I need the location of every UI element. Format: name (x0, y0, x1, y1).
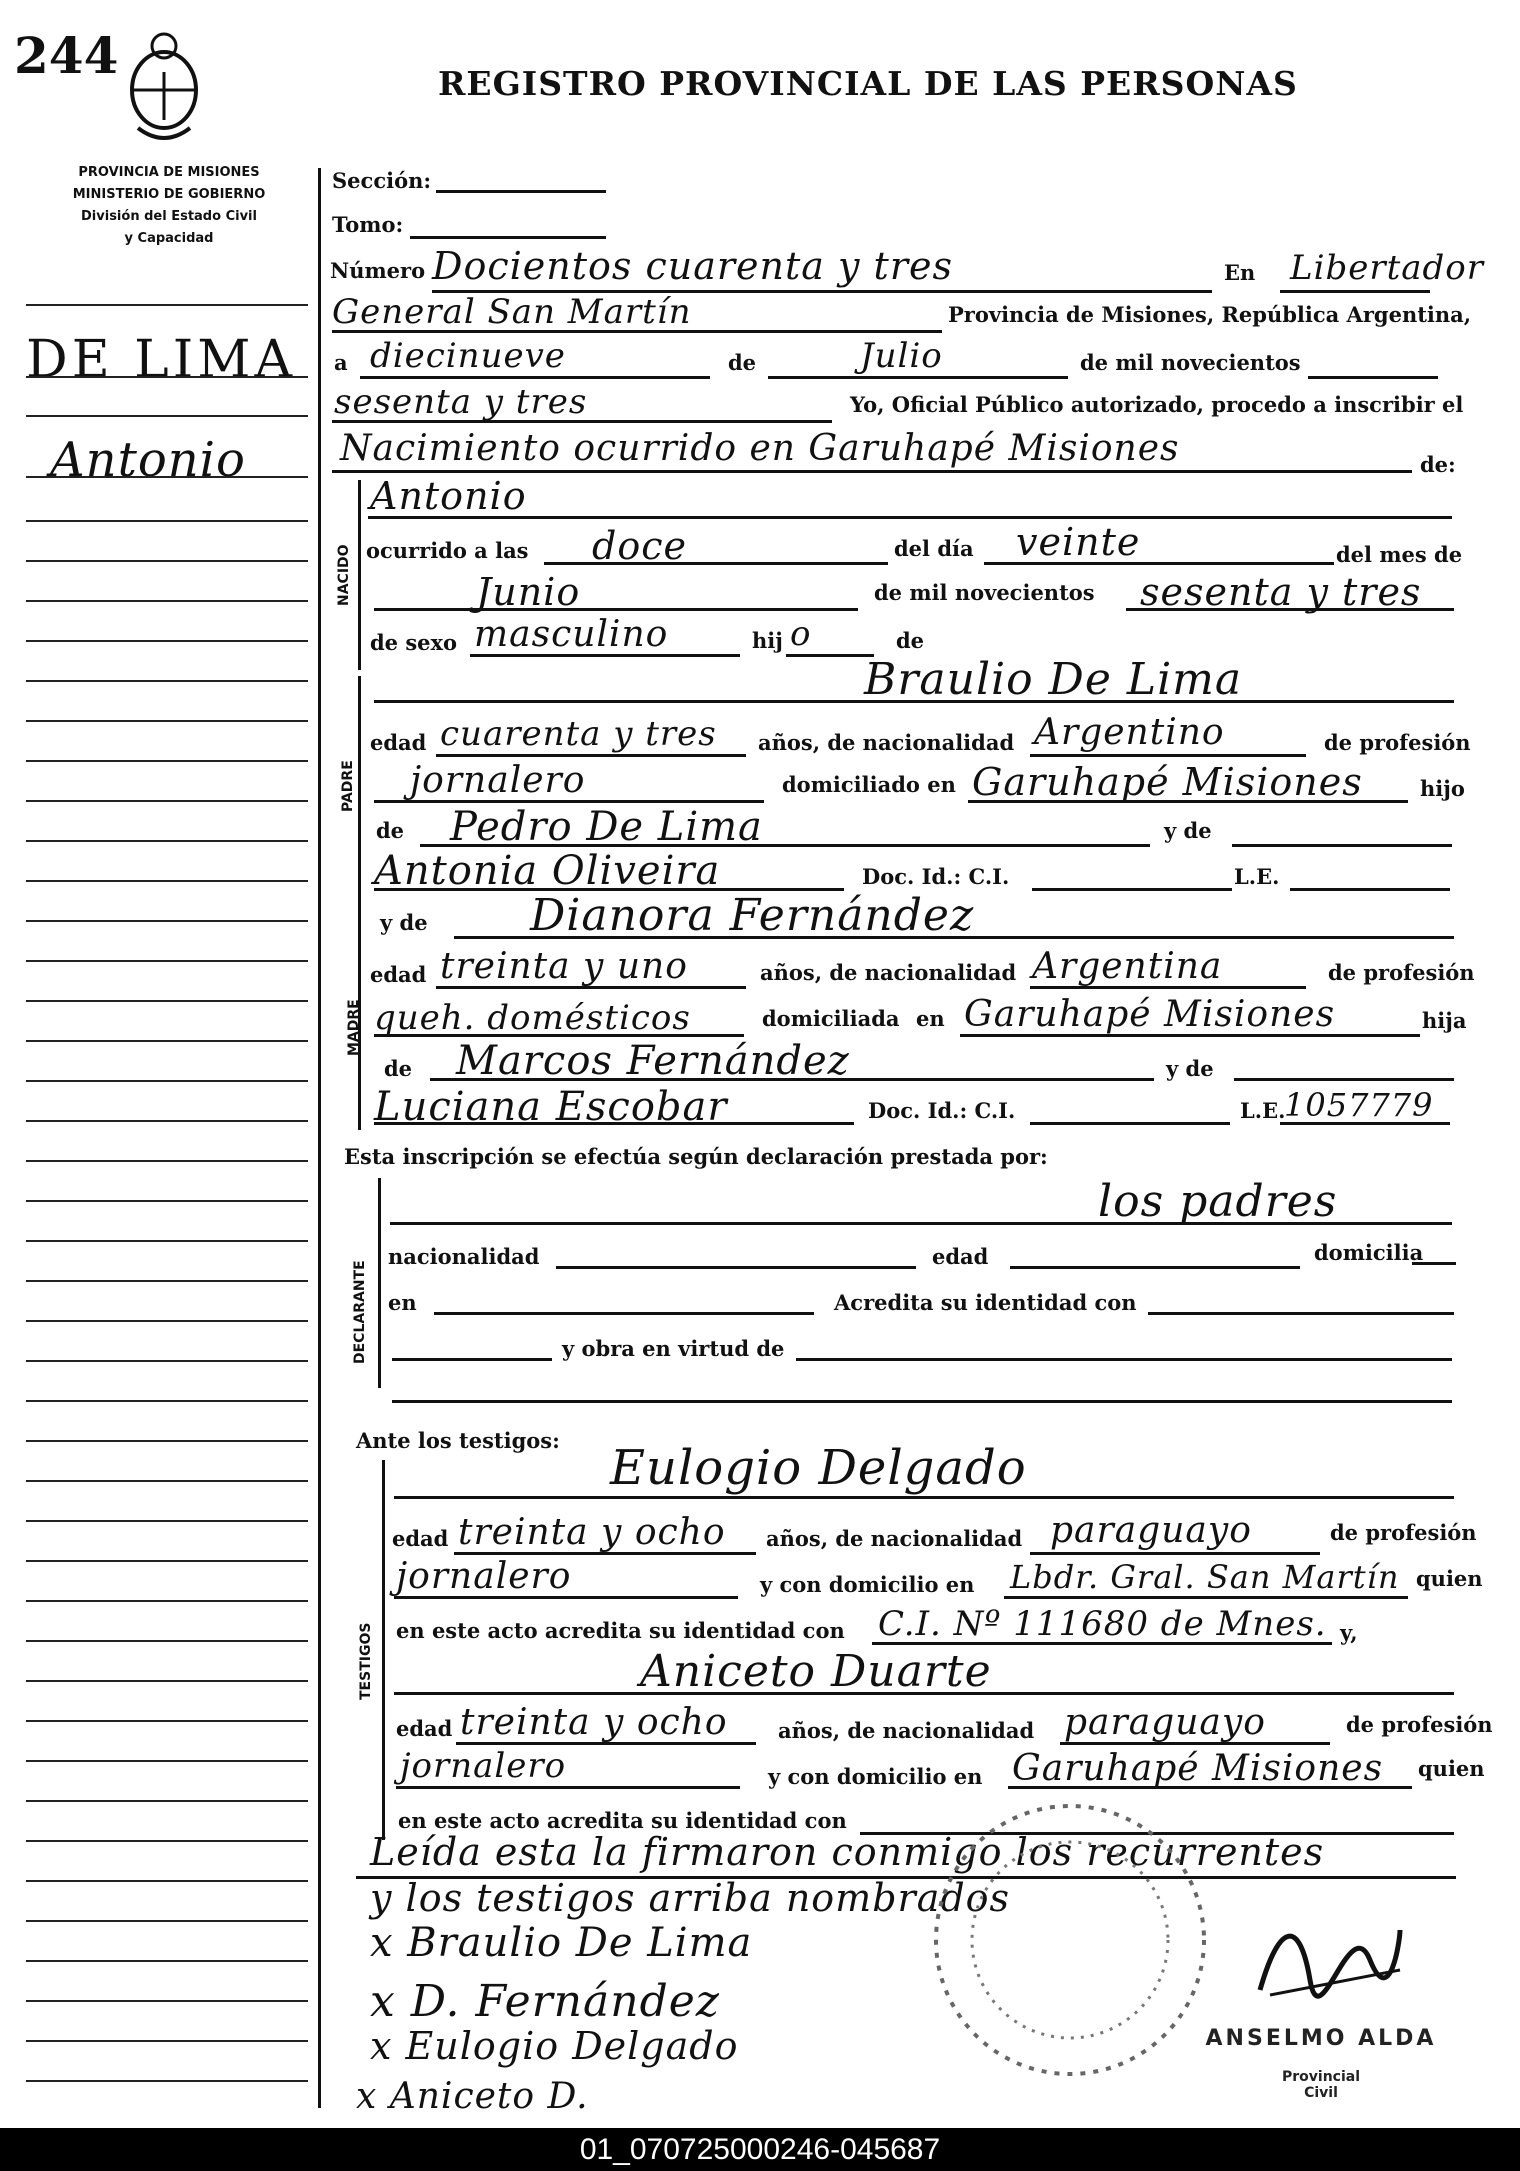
agency-line-3: División del Estado Civil (81, 209, 257, 224)
madre-padre-value: Marcos Fernández (456, 1038, 850, 1084)
padre-de-label: de (376, 818, 405, 843)
provincia-label: Provincia de Misiones, República Argentina, (948, 302, 1472, 327)
padre-anos-nacionalidad-label: años, de nacionalidad (758, 730, 1015, 755)
testigo1-nac-value: paraguayo (1050, 1510, 1252, 1551)
stamp-line-2: Provincial (1281, 2069, 1361, 2085)
declarante-edad-label: edad (932, 1244, 989, 1269)
a-label: a (334, 350, 348, 375)
stamp-line-3: Civil (1304, 2085, 1338, 2101)
footer-id: 01_070725000246-045687 (0, 2128, 1520, 2171)
padre-edad-value: cuarenta y tres (440, 714, 717, 754)
numero-label: Número (330, 258, 426, 283)
signature-1: x Braulio De Lima (370, 1920, 753, 1966)
seccion-label: Sección: (332, 168, 432, 193)
testigo1-edad-value: treinta y ocho (458, 1512, 726, 1553)
section-padre-label: PADRE (340, 760, 356, 812)
madre-nacionalidad-value: Argentina (1032, 946, 1223, 987)
signature-3: x Eulogio Delgado (370, 2024, 739, 2068)
sidebar-given-name: Antonio (50, 432, 246, 488)
agency-block (34, 162, 304, 250)
padre-le-label: L.E. (1234, 864, 1280, 889)
mil-novecientos-label: de mil novecientos (1080, 350, 1301, 375)
padre-y-de-label: y de (1164, 818, 1212, 843)
agency-line-4: y Capacidad (124, 231, 214, 246)
section-testigos-label: TESTIGOS (358, 1622, 374, 1700)
testigo2-edad-label: edad (396, 1716, 453, 1741)
document-title: REGISTRO PROVINCIAL DE LAS PERSONAS (438, 64, 1298, 103)
madre-le-value: 1057779 (1284, 1086, 1434, 1124)
sexo-value: masculino (474, 614, 669, 655)
page-number: 244 (14, 26, 119, 85)
yo-oficial-label: Yo, Oficial Público autorizado, procedo a inscribir el (850, 392, 1464, 417)
mes-value: Julio (860, 336, 943, 376)
testigo1-domicilio-label: y con domicilio en (760, 1572, 975, 1597)
testigo2-prof-value: jornalero (400, 1746, 567, 1786)
stamp-line-1: ANSELMO ALDA (1205, 2026, 1437, 2051)
testigo1-anos-nac-label: años, de nacionalidad (766, 1526, 1023, 1551)
testigo2-value: Aniceto Duarte (640, 1646, 992, 1697)
agency-line-2: MINISTERIO DE GOBIERNO (72, 187, 266, 202)
section-madre-label: MADRE (346, 999, 362, 1056)
madre-edad-label: edad (370, 962, 427, 987)
madre-nombre-value: Dianora Fernández (530, 890, 975, 941)
nombre-value: Antonio (370, 474, 527, 518)
testigo1-y-label: y, (1340, 1620, 1358, 1645)
esta-inscripcion-label: Esta inscripción se efectúa según declaración prestada por: (344, 1144, 1048, 1169)
testigo1-dom-value: Lbdr. Gral. San Martín (1010, 1558, 1400, 1596)
declarante-en-label: en (388, 1290, 417, 1315)
hija-label: hija (1422, 1008, 1467, 1033)
ante-testigos-label: Ante los testigos: (356, 1428, 560, 1453)
testigo1-prof-value: jornalero (396, 1556, 572, 1597)
signature-2: x D. Fernández (370, 1976, 720, 2027)
padre-nombre-value: Braulio De Lima (864, 654, 1243, 705)
padre-nacionalidad-value: Argentino (1034, 712, 1225, 753)
hora-value: doce (592, 524, 687, 568)
domiciliado-en-label: domiciliado en (782, 772, 956, 797)
madre-profesion-value: queh. domésticos (374, 998, 691, 1038)
testigo2-acredita-label: en este acto acredita su identidad con (398, 1808, 847, 1833)
padre-profesion-label: de profesión (1324, 730, 1471, 755)
testigo2-dom-value: Garuhapé Misiones (1012, 1748, 1384, 1789)
domiciliada-label: domiciliada (762, 1006, 900, 1031)
testigo2-edad-value: treinta y ocho (460, 1702, 728, 1743)
madre-y-de-label: y de (380, 910, 428, 935)
madre-doc-id-label: Doc. Id.: C.I. (868, 1098, 1016, 1123)
declarante-value: los padres (1098, 1176, 1338, 1227)
declarante-nacionalidad-label: nacionalidad (388, 1244, 540, 1269)
sidebar-surname: DE LIMA (26, 330, 297, 390)
anio-value: sesenta y tres (334, 382, 588, 422)
madre-profesion-label: de profesión (1328, 960, 1475, 985)
nota-line-2: y los testigos arriba nombrados (370, 1876, 1011, 1920)
ocurrido-a-las-label: ocurrido a las (366, 538, 529, 563)
padre-madre-value: Antonia Oliveira (374, 848, 721, 894)
mes-nac-value: Junio (476, 570, 581, 614)
del-mes-de-label: del mes de (1336, 542, 1463, 567)
madre-de-label: de (384, 1056, 413, 1081)
acredita-identidad-label: Acredita su identidad con (834, 1290, 1137, 1315)
madre-edad-value: treinta y uno (440, 946, 688, 987)
testigo2-nac-value: paraguayo (1064, 1702, 1266, 1743)
de-sexo-label: de sexo (370, 630, 458, 655)
section-nacido-label: NACIDO (336, 544, 352, 606)
de-colon-label: de: (1420, 452, 1456, 477)
testigo2-quien-label: quien (1418, 1756, 1485, 1781)
testigo1-quien-label: quien (1416, 1566, 1483, 1591)
madre-y-de2-label: y de (1166, 1056, 1214, 1081)
padre-domicilio-value: Garuhapé Misiones (972, 760, 1363, 804)
stamp-block (1196, 2026, 1446, 2101)
nota-line-1: Leída esta la firmaron conmigo los recurrentes (370, 1830, 1325, 1874)
main-left-border (318, 168, 321, 2108)
testigo2-anos-nac-label: años, de nacionalidad (778, 1718, 1035, 1743)
en-lugar-value: Libertador (1290, 248, 1485, 288)
testigo2-domicilio-label: y con domicilio en (768, 1764, 983, 1789)
en-label: En (1224, 260, 1256, 285)
coat-of-arms-icon (118, 28, 210, 148)
official-signature-icon (1250, 1900, 1410, 2010)
seccion-field (436, 190, 606, 193)
padre-padre-value: Pedro De Lima (450, 804, 763, 850)
declarante-domicilia-label: domicilia (1314, 1240, 1424, 1265)
madre-madre-value: Luciana Escobar (374, 1084, 728, 1130)
del-dia-label: del día (894, 536, 974, 561)
numero-value: Docientos cuarenta y tres (432, 244, 953, 288)
hij-suffix-value: o (790, 614, 812, 654)
de-label: de (728, 350, 757, 375)
testigo2-profesion-label: de profesión (1346, 1712, 1493, 1737)
padre-doc-id-label: Doc. Id.: C.I. (862, 864, 1010, 889)
acto-value: Nacimiento ocurrido en Garuhapé Misiones (340, 428, 1180, 469)
madre-le-label: L.E. (1240, 1098, 1286, 1123)
obra-en-virtud-label: y obra en virtud de (562, 1336, 785, 1361)
tomo-label: Tomo: (332, 212, 404, 237)
padre-edad-label: edad (370, 730, 427, 755)
agency-line-1: PROVINCIA DE MISIONES (78, 165, 260, 180)
tomo-field (410, 236, 606, 239)
madre-en-label: en (916, 1006, 945, 1031)
de-mil-novecientos-label: de mil novecientos (874, 580, 1095, 605)
signature-4: x Aniceto D. (356, 2076, 589, 2117)
section-declarante-label: DECLARANTE (352, 1260, 368, 1364)
testigo1-acredita-label: en este acto acredita su identidad con (396, 1618, 845, 1643)
madre-anos-nacionalidad-label: años, de nacionalidad (760, 960, 1017, 985)
testigo1-edad-label: edad (392, 1526, 449, 1551)
dia-nac-value: veinte (1016, 520, 1141, 564)
hijo-label: hijo (1420, 776, 1465, 801)
testigo1-id-value: C.I. Nº 111680 de Mnes. (878, 1604, 1327, 1644)
padre-profesion-value: jornalero (410, 760, 586, 801)
anio-nac-value: sesenta y tres (1140, 570, 1422, 614)
testigo1-value: Eulogio Delgado (610, 1440, 1027, 1496)
dia-value: diecinueve (370, 336, 566, 376)
de-label-2: de (896, 628, 925, 653)
official-seal-icon (920, 1790, 1220, 2090)
testigo1-profesion-label: de profesión (1330, 1520, 1477, 1545)
hij-label: hij (752, 628, 783, 653)
madre-domicilio-value: Garuhapé Misiones (964, 994, 1336, 1035)
lugar-cont-value: General San Martín (332, 292, 692, 332)
